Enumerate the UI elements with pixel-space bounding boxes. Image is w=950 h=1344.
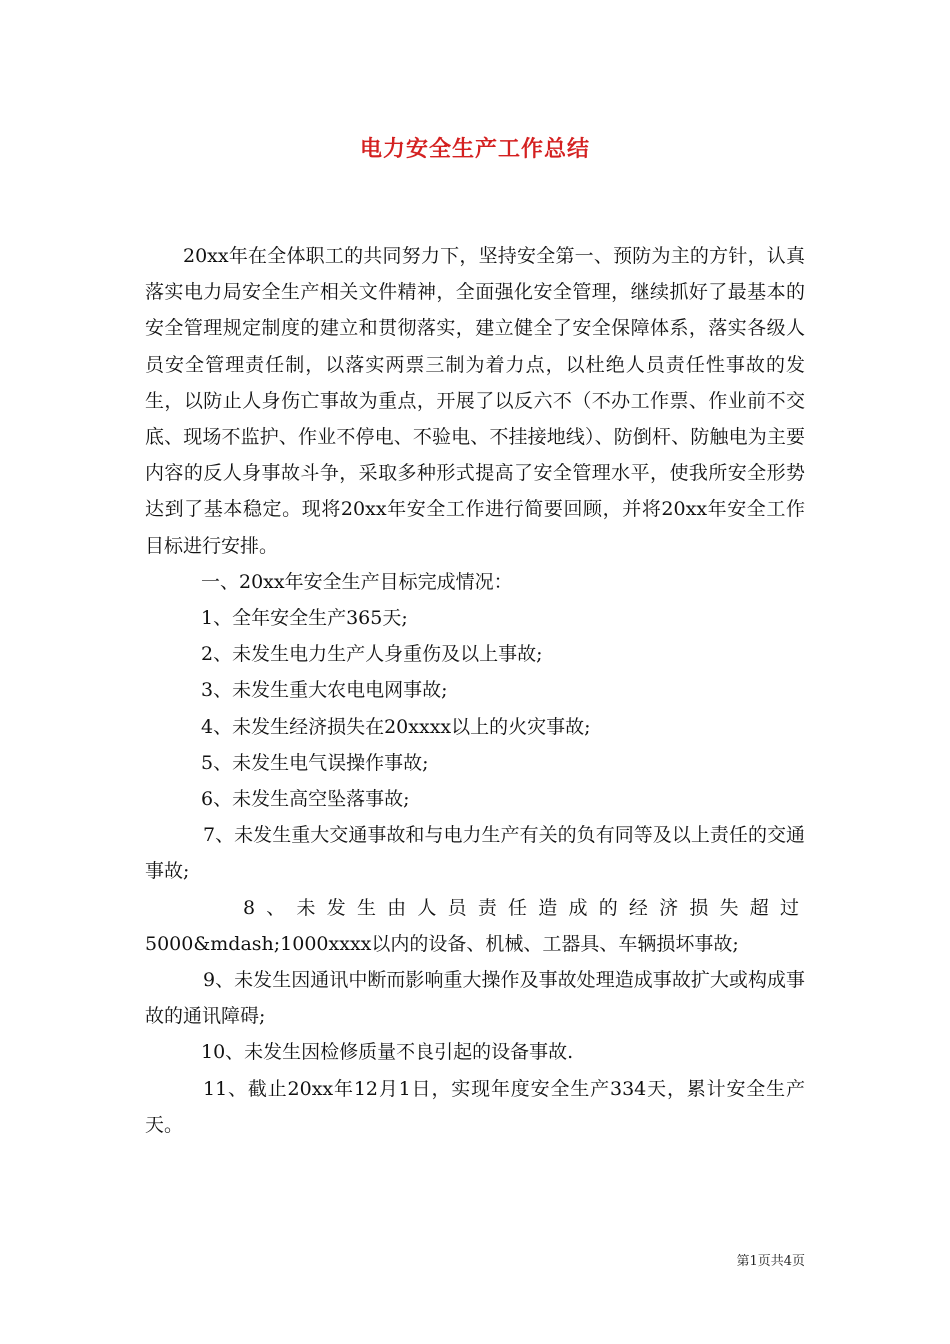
list-item: 3、未发生重大农电电网事故; bbox=[201, 679, 448, 702]
list-item: 6、未发生高空坠落事故; bbox=[201, 788, 410, 811]
section-heading: 一、20xx年安全生产目标完成情况： bbox=[201, 570, 513, 593]
list-item-rest-text: 5000&mdash;1000xxxx以内的设备、机械、工器具、车辆损坏事故; bbox=[145, 932, 739, 955]
list-item: 10、未发生因检修质量不良引起的设备事故. bbox=[201, 1041, 574, 1064]
document-title: 电力安全生产工作总结 bbox=[359, 136, 590, 162]
list-item: 11、截止20xx年12月1日，实现年度安全生产334天，累计安全生产天。 bbox=[145, 1077, 805, 1136]
intro-paragraph: 20xx年在全体职工的共同努力下，坚持安全第一、预防为主的方针，认真落实电力局安全生产相关文件精神，全面强化安全管理，继续抓好了最基本的安全管理规定制度的建立和贯彻落实，建立健全了安全保障体系，落实各级人员安全管理责任制，以落实两票三制为着力点，以杜绝人员责任性事故的发生，以防止人身伤亡事故为重点，开展了以反六不（不办工作票、作业前不交底、现场不监护、作业不停电、不验电、不挂接地线）、防倒杆、防触电为主要内容的反人身事故斗争，采取多种形式提高了安全管理水平，使我所安全形势达到了基本稳定。现将20xx年安全工作进行简要回顾，并将20xx年安全工作目标进行安排。 bbox=[145, 245, 805, 557]
list-item: 5、未发生电气误操作事故; bbox=[201, 751, 429, 774]
document-body bbox=[145, 238, 805, 1143]
list-item: 1、全年安全生产365天; bbox=[201, 607, 408, 630]
list-item bbox=[145, 890, 805, 962]
list-item: 9、未发生因通讯中断而影响重大操作及事故处理造成事故扩大或构成事故的通讯障碍; bbox=[145, 969, 805, 1028]
list-item: 2、未发生电力生产人身重伤及以上事故; bbox=[201, 643, 543, 666]
list-item-spaced-text: 8、未发生由人员责任造成的经济损失超过 bbox=[243, 896, 805, 919]
list-item: 4、未发生经济损失在20xxxx以上的火灾事故; bbox=[201, 715, 591, 738]
page-number: 第1页共4页 bbox=[736, 1254, 805, 1269]
list-item: 7、未发生重大交通事故和与电力生产有关的负有同等及以上责任的交通事故; bbox=[145, 824, 805, 883]
